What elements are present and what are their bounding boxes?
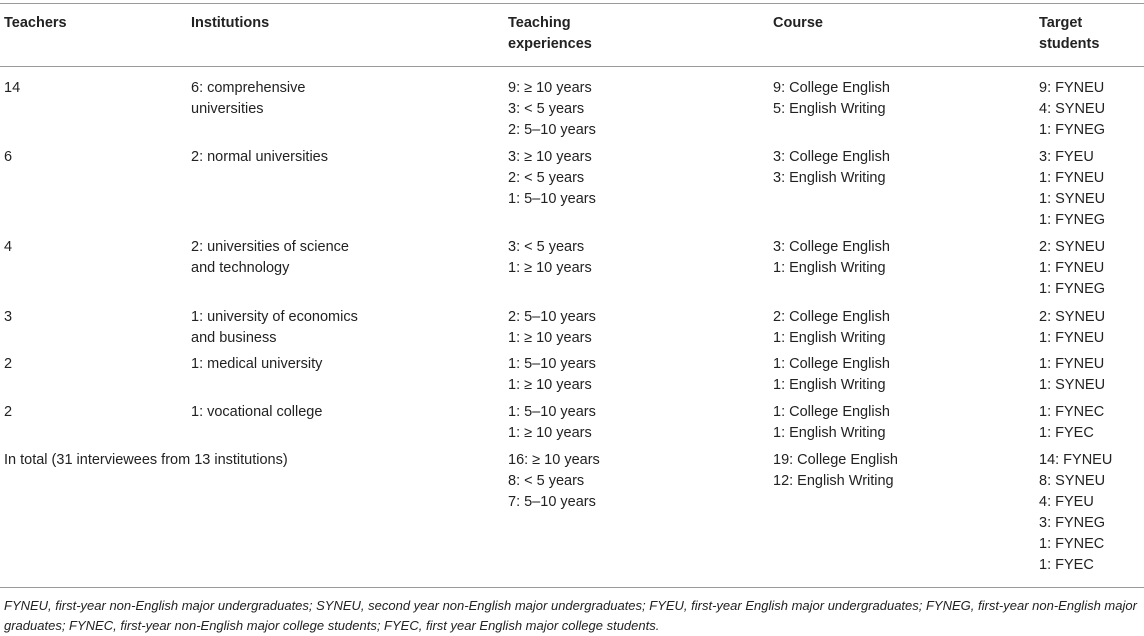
cell-line: 3: English Writing — [773, 170, 886, 186]
cell-experiences — [508, 78, 596, 141]
cell-teachers: 2 — [4, 404, 13, 420]
header-teachers: Teachers — [4, 15, 67, 31]
cell-line: 4: FYEU — [1039, 494, 1094, 510]
cell-teachers: 14 — [4, 80, 21, 96]
cell-line: and technology — [191, 260, 290, 276]
cell-line: 2: SYNEU — [1039, 309, 1106, 325]
cell-line: 1: FYNEU — [1039, 330, 1105, 346]
cell-line: 1: 5–10 years — [508, 356, 596, 372]
total-experiences — [508, 450, 600, 513]
cell-line: 1: FYNEU — [1039, 260, 1105, 276]
cell-line: 1: ≥ 10 years — [508, 425, 592, 441]
cell-line: and business — [191, 330, 277, 346]
cell-experiences — [508, 147, 596, 210]
total-label: In total (31 interviewees from 13 institutions) — [4, 452, 288, 468]
cell-course — [773, 402, 890, 444]
header-institutions: Institutions — [191, 15, 270, 31]
cell-line: 1: FYNEU — [1039, 170, 1105, 186]
cell-course — [773, 307, 890, 349]
cell-line: 1: 5–10 years — [508, 404, 596, 420]
cell-line: 1: ≥ 10 years — [508, 260, 592, 276]
cell-line: 9: FYNEU — [1039, 80, 1105, 96]
cell-line: universities — [191, 101, 264, 117]
cell-line: 1: university of economics — [191, 309, 358, 325]
table-footnote: FYNEU, first-year non-English major undergraduates; SYNEU, second year non-English major undergraduates; FYEU, first-year English major undergraduates; FYNEG, first-year non-English major graduates; FYNEC, first-year non-English major college students; FYEC, first year English major college students. — [4, 598, 1137, 633]
cell-line: 1: English Writing — [773, 330, 886, 346]
cell-line: 1: FYNEG — [1039, 281, 1106, 297]
cell-experiences — [508, 307, 596, 349]
cell-line: 2: 5–10 years — [508, 309, 596, 325]
cell-experiences — [508, 402, 596, 444]
cell-line: 1: vocational college — [191, 404, 323, 420]
cell-line: 1: FYNEG — [1039, 212, 1106, 228]
cell-line: 1: English Writing — [773, 377, 886, 393]
cell-line: 1: medical university — [191, 356, 323, 372]
cell-line: 14: FYNEU — [1039, 452, 1113, 468]
cell-line: 1: FYEC — [1039, 557, 1094, 573]
cell-institutions — [191, 78, 401, 120]
cell-line: 9: ≥ 10 years — [508, 80, 592, 96]
cell-line: 2: normal universities — [191, 149, 328, 165]
cell-line: 1: 5–10 years — [508, 191, 596, 207]
cell-line: 3: FYEU — [1039, 149, 1094, 165]
cell-line: 3: College English — [773, 239, 890, 255]
cell-course — [773, 147, 890, 189]
header-rule — [0, 66, 1144, 67]
cell-line: 1: English Writing — [773, 260, 886, 276]
cell-institutions — [191, 237, 401, 279]
header-target-students: Target students — [1039, 15, 1100, 52]
cell-line: 1: FYEC — [1039, 425, 1094, 441]
cell-line: 1: ≥ 10 years — [508, 377, 592, 393]
header-teaching-experiences: Teaching experiences — [508, 15, 592, 52]
total-course — [773, 450, 898, 492]
cell-course — [773, 78, 890, 120]
cell-line: 7: 5–10 years — [508, 494, 596, 510]
cell-line: 1: SYNEU — [1039, 191, 1106, 207]
cell-line: 1: FYNEC — [1039, 536, 1105, 552]
cell-experiences — [508, 354, 596, 396]
cell-line: 1: ≥ 10 years — [508, 330, 592, 346]
cell-course — [773, 237, 890, 279]
cell-line: 3: College English — [773, 149, 890, 165]
cell-line: 8: SYNEU — [1039, 473, 1106, 489]
cell-line: 2: < 5 years — [508, 170, 585, 186]
cell-line: 12: English Writing — [773, 473, 894, 489]
cell-experiences — [508, 237, 592, 279]
cell-line: 2: universities of science — [191, 239, 349, 255]
cell-line: 8: < 5 years — [508, 473, 585, 489]
cell-teachers: 2 — [4, 356, 13, 372]
cell-teachers: 6 — [4, 149, 13, 165]
cell-teachers: 4 — [4, 239, 13, 255]
cell-line: 3: FYNEG — [1039, 515, 1106, 531]
cell-line: 1: SYNEU — [1039, 377, 1106, 393]
cell-line: 9: College English — [773, 80, 890, 96]
cell-line: 1: FYNEU — [1039, 356, 1105, 372]
cell-line: 1: FYNEG — [1039, 122, 1106, 138]
cell-line: 1: College English — [773, 404, 890, 420]
cell-line: 6: comprehensive — [191, 80, 306, 96]
cell-line: 1: College English — [773, 356, 890, 372]
table-bottom-rule — [0, 587, 1144, 588]
cell-line: 3: < 5 years — [508, 101, 585, 117]
table-top-rule — [0, 3, 1144, 4]
cell-target-students — [1039, 147, 1105, 231]
cell-line: 2: College English — [773, 309, 890, 325]
total-target-students — [1039, 450, 1112, 576]
header-course: Course — [773, 15, 823, 31]
cell-line: 1: English Writing — [773, 425, 886, 441]
cell-line: 19: College English — [773, 452, 898, 468]
cell-line: 16: ≥ 10 years — [508, 452, 600, 468]
cell-target-students — [1039, 402, 1104, 444]
cell-institutions — [191, 307, 401, 349]
cell-line: 2: 5–10 years — [508, 122, 596, 138]
cell-target-students — [1039, 78, 1105, 141]
cell-line: 3: ≥ 10 years — [508, 149, 592, 165]
cell-institutions — [191, 402, 401, 423]
cell-course — [773, 354, 890, 396]
cell-teachers: 3 — [4, 309, 13, 325]
cell-institutions — [191, 147, 401, 168]
cell-line: 2: SYNEU — [1039, 239, 1106, 255]
cell-line: 4: SYNEU — [1039, 101, 1106, 117]
cell-target-students — [1039, 237, 1105, 300]
cell-target-students — [1039, 354, 1105, 396]
cell-line: 1: FYNEC — [1039, 404, 1105, 420]
cell-line: 5: English Writing — [773, 101, 886, 117]
cell-institutions — [191, 354, 401, 375]
cell-target-students — [1039, 307, 1105, 349]
cell-line: 3: < 5 years — [508, 239, 585, 255]
